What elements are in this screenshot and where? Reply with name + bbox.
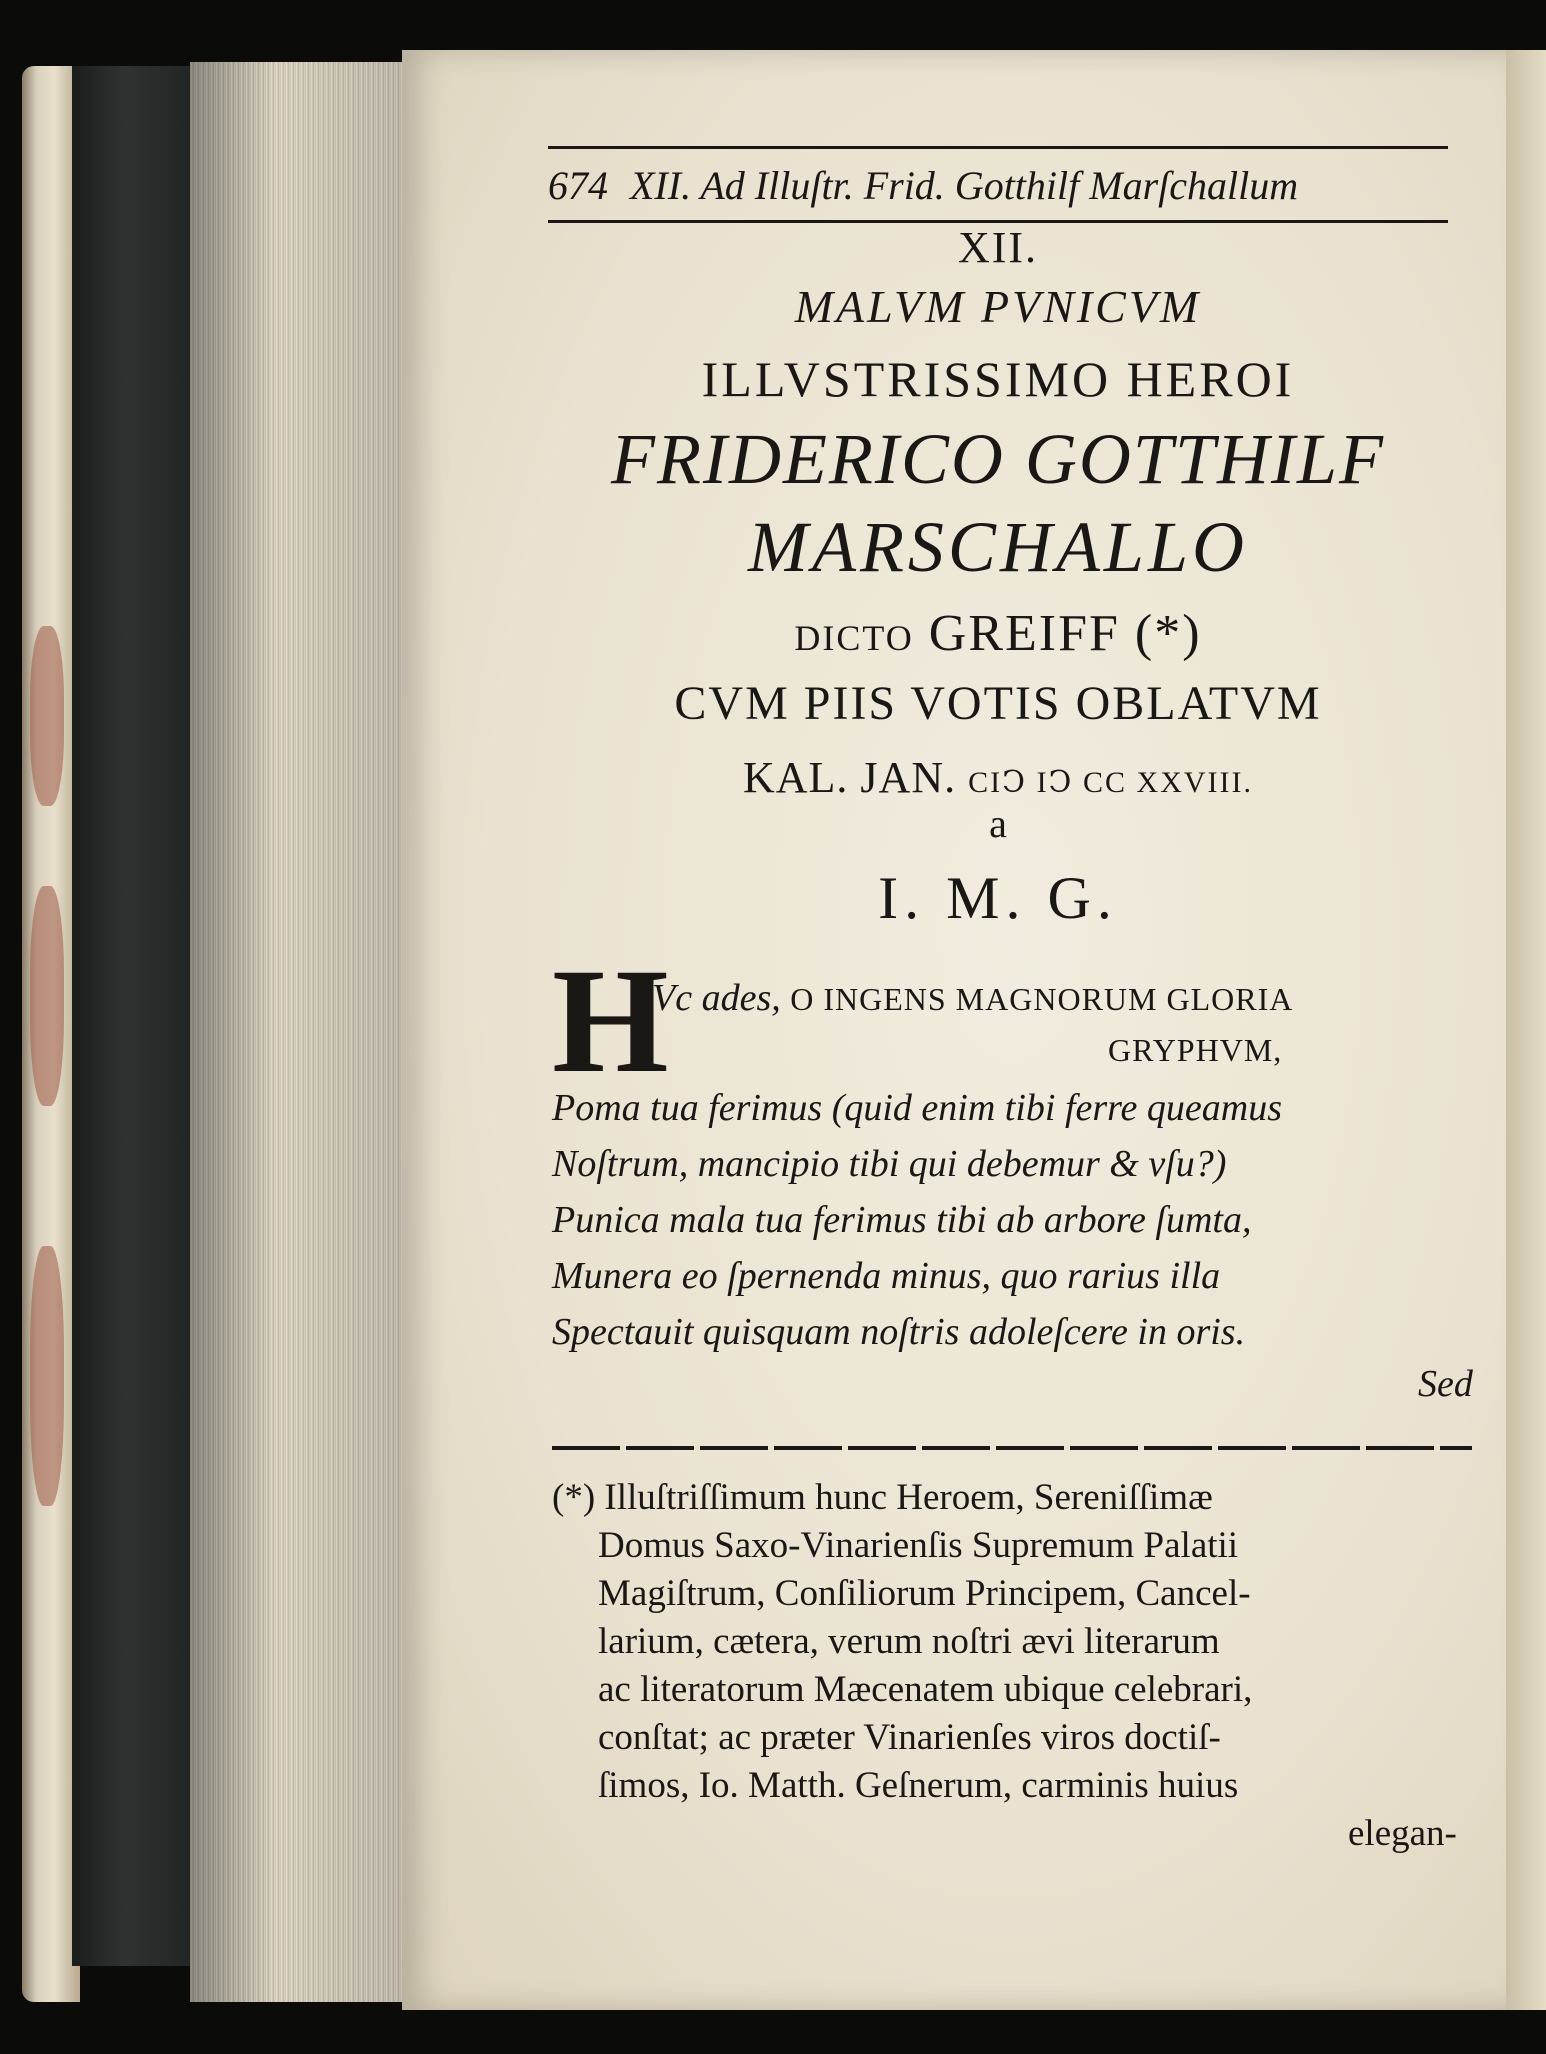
footnote-text: Illuſtriſſimum hunc Heroem, Sereniſſimæ (604, 1477, 1213, 1518)
footnote-line: Domus Saxo-Vinarienſis Supremum Palatii (598, 1525, 1239, 1566)
verse-line: Noſtrum, mancipio tibi qui debemur & vſu?) (552, 1143, 1227, 1185)
date-year: CIↃ IↃ CC XXVIII. (968, 766, 1253, 799)
dicto-word: DICTO (794, 618, 914, 658)
dedicatee-last-name: MARSCHALLO (747, 507, 1249, 587)
dedicatee-first-name: FRIDERICO GOTTHILF (611, 419, 1385, 499)
stain-mark (30, 1246, 64, 1506)
footnote-line: elegan- (1348, 1813, 1457, 1854)
verse-line-1-italic: Vc ades, (652, 977, 781, 1019)
drop-cap: H (552, 938, 669, 1104)
verse-line: Punica mala tua ferimus tibi ab arbore ſumta, (552, 1199, 1252, 1241)
verse-line: Poma tua ferimus (quid enim tibi ferre queamus (552, 1087, 1283, 1129)
stain-mark (30, 886, 64, 1106)
page-stack-shadow (190, 62, 405, 2002)
verse-line-1 (652, 976, 1293, 1020)
footnote-line: Magiſtrum, Conſiliorum Principem, Cancel- (598, 1573, 1251, 1614)
offering-line: CVM PIIS VOTIS OBLATVM (674, 677, 1322, 730)
running-head-title: XII. Ad Illuſtr. Frid. Gotthilf Marſchallum (630, 163, 1299, 208)
facing-page-edge (1506, 50, 1546, 2010)
page-number: 674 (548, 163, 608, 208)
poem-number: XII. (957, 223, 1039, 272)
dedication-line: ILLVSTRISSIMO HEROI (701, 351, 1295, 407)
stain-mark (30, 626, 64, 806)
dicto-name: GREIFF (*) (928, 605, 1202, 662)
catchword: Sed (1418, 1363, 1473, 1405)
poem-title: MALVM PVNICVM (794, 281, 1202, 332)
author-initials: I. M. G. (878, 865, 1118, 931)
footnote-marker: (*) (552, 1477, 596, 1518)
dicto-line (548, 604, 1448, 663)
footnote-line-1 (552, 1476, 1213, 1519)
footnote-line: ſimos, Io. Matth. Geſnerum, carminis huius (598, 1765, 1239, 1806)
verse-line: Munera eo ſpernenda minus, quo rarius illa (552, 1255, 1221, 1297)
footnote-separator (552, 1446, 1472, 1450)
date-kalends: KAL. JAN. (743, 753, 957, 802)
book-page-block-dark-edge (72, 66, 202, 1966)
footnote-line: ac literatorum Mæcenatem ubique celebrari, (598, 1669, 1253, 1710)
by-word: a (989, 801, 1007, 846)
footnote-line: larium, cætera, verum noſtri ævi literarum (598, 1621, 1220, 1662)
verse-line-1-continuation: GRYPHVM, (1108, 1032, 1283, 1068)
running-head (548, 162, 1448, 214)
header-top-rule (548, 146, 1448, 149)
date-line (548, 752, 1448, 803)
footnote-line: conſtat; ac præter Vinarienſes viros doctiſ- (598, 1717, 1221, 1758)
verse-line-1-caps: O INGENS MAGNORUM GLORIA (790, 981, 1294, 1017)
verse-line: Spectauit quisquam noſtris adoleſcere in oris. (552, 1311, 1246, 1353)
